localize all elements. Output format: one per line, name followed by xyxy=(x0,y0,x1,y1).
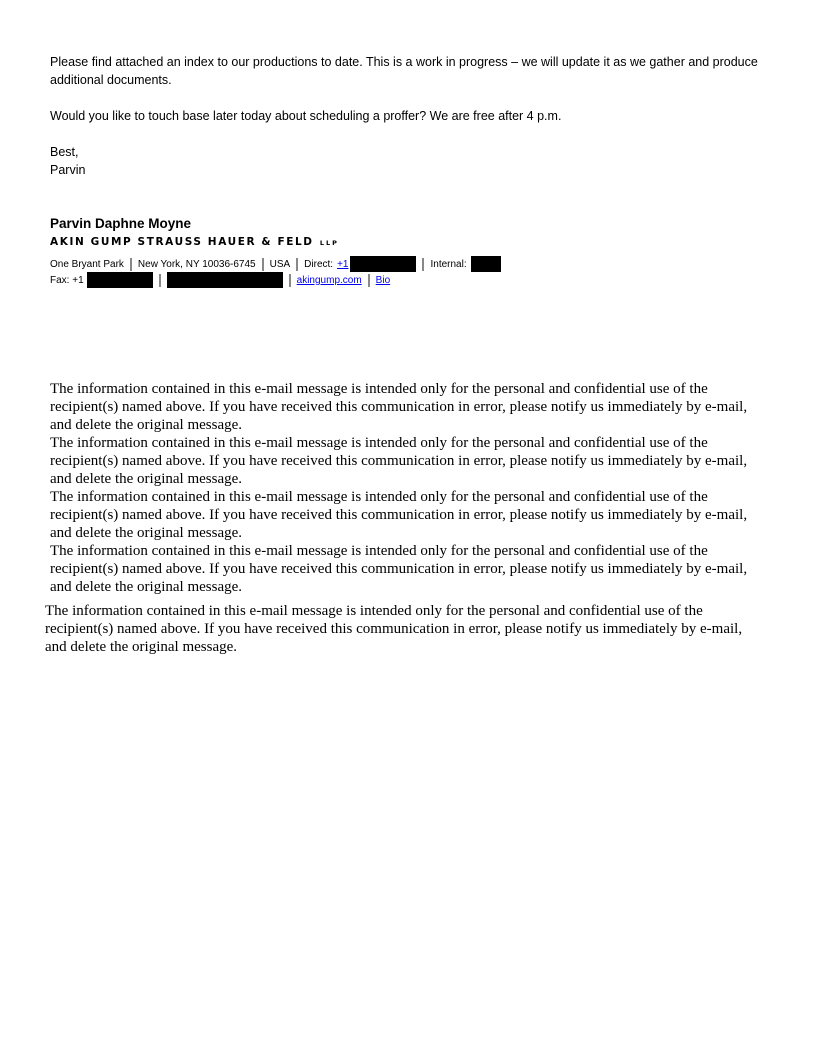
separator xyxy=(296,258,298,271)
separator xyxy=(368,274,370,287)
redaction-email xyxy=(167,272,283,288)
fax-label: Fax: +1 xyxy=(50,274,84,286)
bio-link[interactable]: Bio xyxy=(375,274,391,286)
direct-phone-link[interactable]: +1 xyxy=(337,258,349,270)
redaction-internal xyxy=(471,256,501,272)
city: New York, NY 10036-6745 xyxy=(137,258,256,270)
internal-label: Internal: xyxy=(430,258,467,270)
direct-label: Direct: xyxy=(304,258,334,270)
email-paragraph-proffer: Would you like to touch base later today about scheduling a proffer? We are free after 4 p.m. xyxy=(50,109,562,123)
separator xyxy=(159,274,161,287)
confidentiality-disclaimer: The information contained in this e-mail message is intended only for the personal and confidential use of the recipient(s) named above. If you have received this communication in error, please notify us immediately by e-mail, and delete the original message. xyxy=(50,543,748,595)
signature-firm xyxy=(50,236,339,248)
confidentiality-disclaimer: The information contained in this e-mail message is intended only for the personal and confidential use of the recipient(s) named above. If you have received this communication in error, please notify us immediately by e-mail, and delete the original message. xyxy=(50,489,748,541)
website-link[interactable]: akingump.com xyxy=(296,274,362,286)
country: USA xyxy=(269,258,291,270)
sender-first-name: Parvin xyxy=(50,163,86,177)
signature-fax-line xyxy=(50,272,390,288)
email-closing xyxy=(50,143,780,179)
firm-suffix: LLP xyxy=(319,239,339,247)
confidentiality-disclaimer: The information contained in this e-mail message is intended only for the personal and confidential use of the recipient(s) named above. If you have received this communication in error, please notify us immediately by e-mail, and delete the original message. xyxy=(45,603,743,655)
separator xyxy=(262,258,264,271)
confidentiality-disclaimer: The information contained in this e-mail message is intended only for the personal and confidential use of the recipient(s) named above. If you have received this communication in error, please notify us immediately by e-mail, and delete the original message. xyxy=(50,435,748,487)
signature-contact-line xyxy=(50,256,501,272)
redaction-fax xyxy=(87,272,153,288)
redaction-direct-phone xyxy=(350,256,416,272)
separator xyxy=(130,258,132,271)
closing-line: Best, xyxy=(50,145,79,159)
address: One Bryant Park xyxy=(50,258,124,270)
separator xyxy=(422,258,424,271)
firm-name: AKIN GUMP STRAUSS HAUER & FELD xyxy=(50,236,314,248)
email-paragraph-index: Please find attached an index to our productions to date. This is a work in progress – we will update it as we gather and produce additional documents. xyxy=(50,55,758,87)
separator xyxy=(289,274,291,287)
confidentiality-disclaimer: The information contained in this e-mail message is intended only for the personal and confidential use of the recipient(s) named above. If you have received this communication in error, please notify us immediately by e-mail, and delete the original message. xyxy=(50,381,748,433)
signature-name: Parvin Daphne Moyne xyxy=(50,216,192,231)
